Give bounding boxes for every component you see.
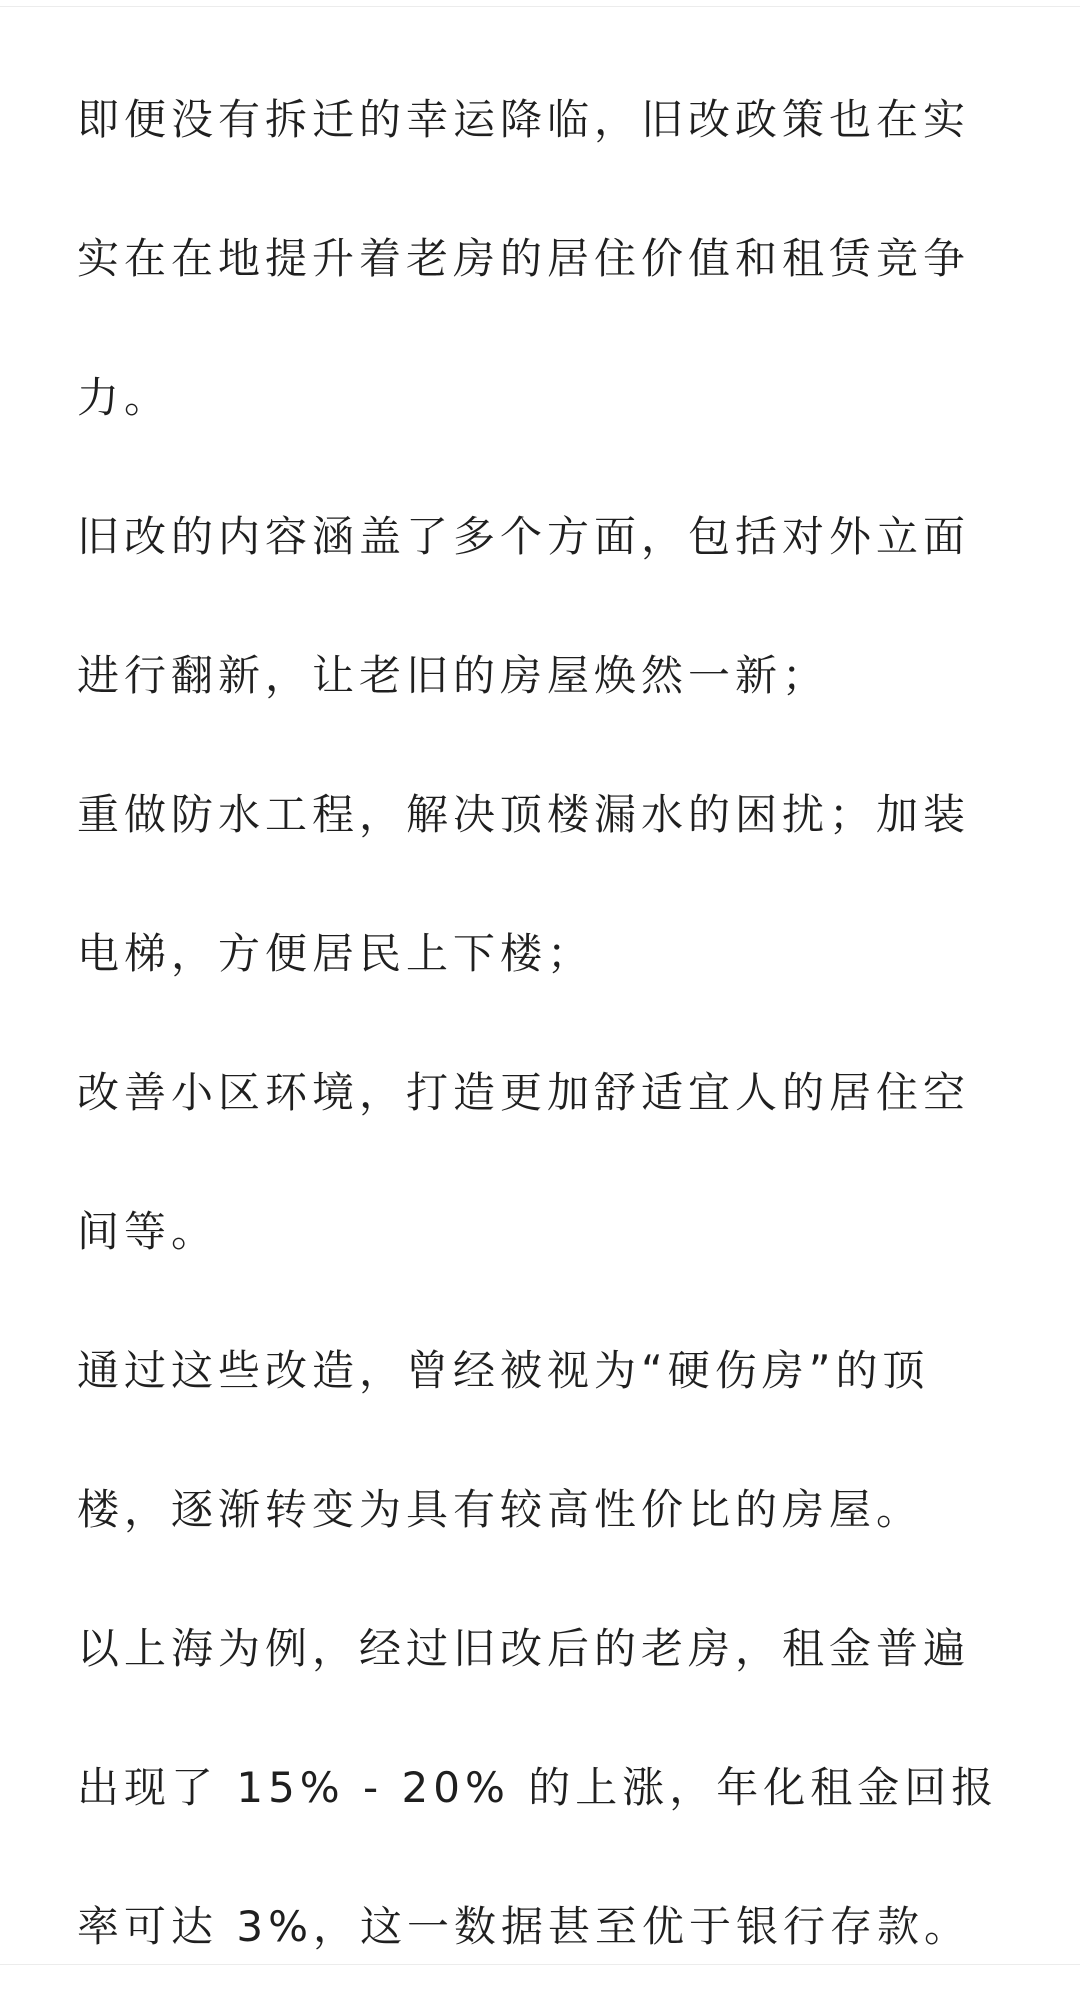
paragraph-transformation: 通过这些改造，曾经被视为“硬伤房”的顶 楼，逐渐转变为具有较高性价比的房屋。 (77, 1346, 930, 1534)
paragraph-intro: 即便没有拆迁的幸运降临，旧改政策也在实 实在在地提升着老房的居住价值和租赁竞争 力。 (77, 95, 971, 422)
top-divider (0, 0, 1080, 7)
paragraph-waterproof-elevator: 重做防水工程，解决顶楼漏水的困扰；加装 电梯，方便居民上下楼； (77, 790, 971, 978)
article-body (77, 50, 1003, 1996)
paragraph-renovation-scope: 旧改的内容涵盖了多个方面，包括对外立面 进行翻新，让老旧的房屋焕然一新； (77, 512, 971, 700)
paragraph-shanghai-example: 以上海为例，经过旧改后的老房，租金普遍 出现了 15% - 20% 的上涨，年化租金回报 率可达 3%，这一数据甚至优于银行存款。 (77, 1624, 999, 1951)
paragraph-environment: 改善小区环境，打造更加舒适宜人的居住空 间等。 (77, 1068, 971, 1256)
